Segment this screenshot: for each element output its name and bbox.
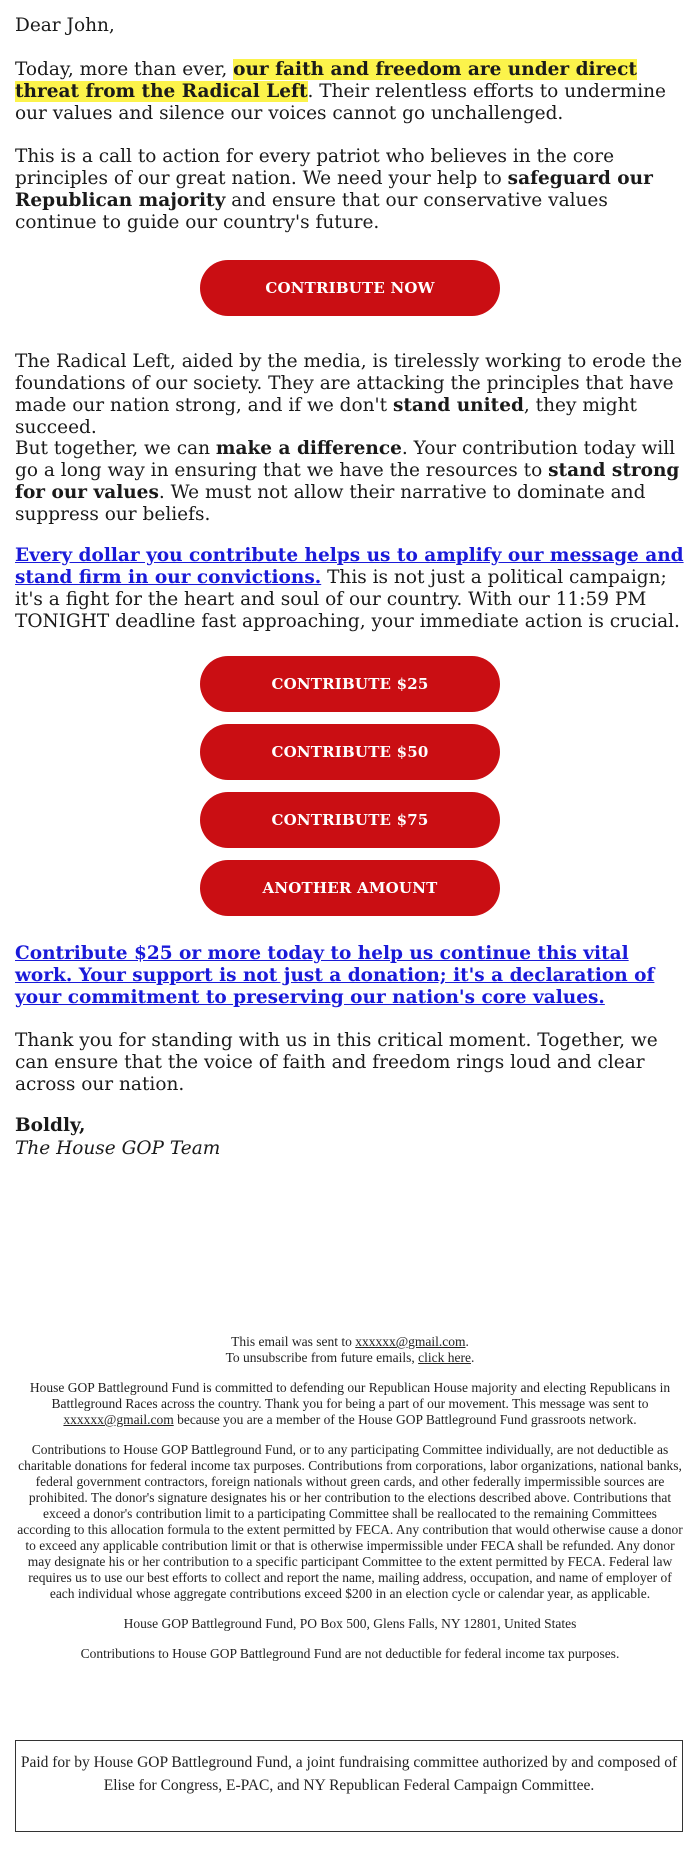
contribute-now-button[interactable]: CONTRIBUTE NOW (200, 260, 500, 316)
paid-for-text: Paid for by House GOP Battleground Fund, a joint fundraising committee authorized by and composed of Elise for Congress, E-PAC, and NY Republican Federal Campaign Committee. (20, 1754, 678, 1794)
paragraph-6 (15, 943, 685, 1009)
contribute-25-button[interactable]: CONTRIBUTE $25 (200, 656, 500, 712)
paragraph-4: But together, we can make a difference. Your contribution today will go a long way in ensuring that we have the resources to stand strong for our values. We must not allow their narrative to dominate and suppress our beliefs. (15, 438, 680, 525)
sent-to-line: This email was sent to xxxxxx@gmail.com. (231, 1334, 469, 1349)
unsubscribe-line: To unsubscribe from future emails, click here. (225, 1350, 475, 1365)
another-amount-button[interactable]: ANOTHER AMOUNT (200, 860, 500, 916)
paragraph-2: This is a call to action for every patriot who believes in the core principles of our great nation. We need your help to safeguard our Republican majority and ensure that our conservative values continue to guide our country's future. (15, 146, 653, 233)
greeting: Dear John, (15, 15, 115, 36)
paragraph-1: Today, more than ever, our faith and freedom are under direct threat from the Radical Left. Their relentless efforts to undermine our values and silence our voices cannot go unchallenged. (15, 59, 666, 124)
amplify-message-link[interactable]: Every dollar you contribute helps us to amplify our message and stand firm in our convictions. (15, 545, 684, 588)
paragraph-7: Thank you for standing with us in this critical moment. Together, we can ensure that the voice of faith and freedom rings loud and clear across our nation. (15, 1030, 658, 1095)
amount-button-wrap (15, 792, 685, 848)
footer (15, 1334, 685, 1662)
paid-for-box (15, 1740, 683, 1832)
unsubscribe-link[interactable]: click here (418, 1350, 471, 1365)
recipient-email-link[interactable]: xxxxxx@gmail.com (355, 1334, 466, 1349)
committed-paragraph: House GOP Battleground Fund is committed to defending our Republican House majority and electing Republicans in Battleground Races across the country. Thank you for being a part of our movement. This message was sent to xxxxxx@gmail.com because you are a member of the House GOP Battleground Fund grassroots network. (29, 1380, 671, 1427)
member-email-link[interactable]: xxxxxx@gmail.com (63, 1412, 174, 1427)
contribute-50-button[interactable]: CONTRIBUTE $50 (200, 724, 500, 780)
contribute-25-link[interactable]: Contribute $25 or more today to help us continue this vital work. Your support is not just a donation; it's a declaration of your commitment to preserving our nation's core values. (15, 943, 655, 1008)
contribute-75-button[interactable]: CONTRIBUTE $75 (200, 792, 500, 848)
signoff: Boldly, (15, 1115, 86, 1136)
signature: The House GOP Team (15, 1138, 221, 1159)
mailing-address: House GOP Battleground Fund, PO Box 500, Glens Falls, NY 12801, United States (123, 1616, 577, 1631)
tax-notice: Contributions to House GOP Battleground Fund are not deductible for federal income tax purposes. (80, 1646, 620, 1661)
amount-button-wrap (15, 860, 685, 916)
highlighted-text: our faith and freedom are under direct threat from the Radical Left (15, 59, 637, 102)
amount-button-wrap (15, 724, 685, 780)
amount-button-wrap (15, 656, 685, 712)
contribute-now-wrap (15, 260, 685, 316)
paragraph-3: The Radical Left, aided by the media, is tirelessly working to erode the foundations of our society. They are attacking the principles that have made our nation strong, and if we don't stand united, they might succeed. (15, 351, 683, 438)
paragraph-5: Every dollar you contribute helps us to amplify our message and stand firm in our convictions. This is not just a political campaign; it's a fight for the heart and soul of our country. With our 11:59 PM TONIGHT deadline fast approaching, your immediate action is crucial. (15, 545, 684, 632)
legal-disclaimer: Contributions to House GOP Battleground Fund, or to any participating Committee individually, are not deductible as charitable donations for federal income tax purposes. Contributions from corporations, labor organizations, national banks, federal government contractors, foreign nationals without green cards, and other federally impermissible sources are prohibited. The donor's signature designates his or her contribution to the elections described above. Contributions that exceed a donor's contribution limit to a participating Committee shall be reallocated to the remaining Committees according to this allocation formula to the extent permitted by FECA. Any contribution that would otherwise cause a donor to exceed any applicable contribution limit or that is otherwise impermissible under FECA shall be refunded. Any donor may designate his or her contribution to a specific participant Committee to the extent permitted by FECA. Federal law requires us to use our best efforts to collect and report the name, mailing address, occupation, and name of employer of each individual whose aggregate contributions exceed $200 in an election cycle or calendar year, as applicable. (17, 1442, 683, 1601)
